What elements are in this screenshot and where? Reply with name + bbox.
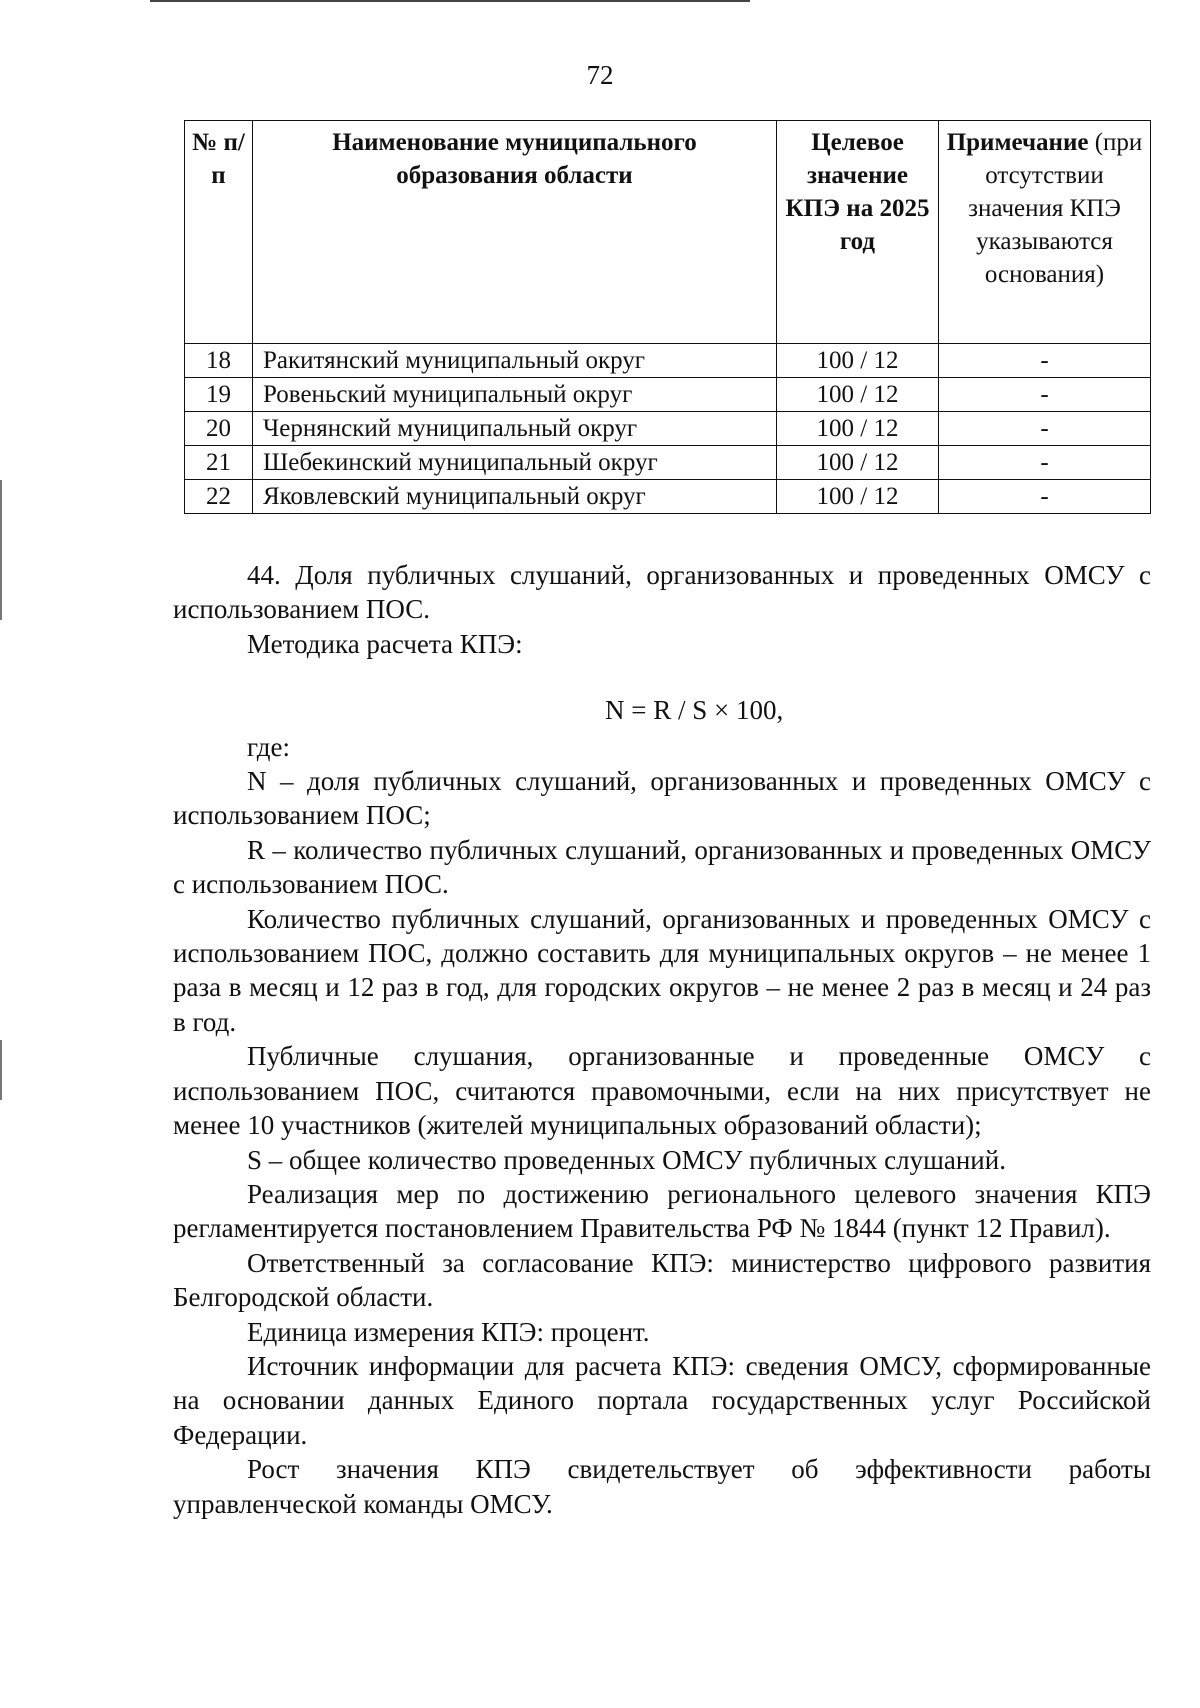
row-num: 21	[185, 446, 253, 480]
paragraph-validity: Публичные слушания, организованные и проведенные ОМСУ с использованием ПОС, считаются правомочными, если на них присутствует не менее 10 участников (жителей муниципальных образований области);	[173, 1041, 1151, 1141]
method-label: Методика расчета КПЭ:	[247, 628, 523, 659]
row-value: 100 / 12	[777, 480, 939, 514]
row-name: Чернянский муниципальный округ	[253, 412, 777, 446]
paragraph-quantity: Количество публичных слушаний, организованных и проведенных ОМСУ с использованием ПОС, должно составить для муниципальных округов – не менее 1 раза в месяц и 12 раз в год, для городских округов – не менее 2 раз в месяц и 24 раз в год.	[173, 903, 1151, 1037]
row-note: -	[939, 378, 1151, 412]
section-heading: 44. Доля публичных слушаний, организованных и проведенных ОМСУ с использованием ПОС.	[173, 560, 1151, 625]
header-name: Наименование муниципального образования области	[253, 121, 777, 344]
row-num: 20	[185, 412, 253, 446]
header-note-title: Примечание	[946, 129, 1089, 156]
row-num: 18	[185, 344, 253, 378]
scan-edge-mark	[0, 1040, 2, 1100]
scan-edge-mark	[0, 480, 2, 620]
table-header-row	[185, 121, 1151, 344]
formula: N = R / S × 100,	[605, 695, 784, 726]
row-value: 100 / 12	[777, 378, 939, 412]
row-note: -	[939, 344, 1151, 378]
kpi-table	[184, 120, 1151, 514]
paragraph-responsible: Ответственный за согласование КПЭ: министерство цифрового развития Белгородской области.	[173, 1247, 1151, 1313]
scan-edge-line	[150, 0, 750, 2]
table-row	[185, 412, 1151, 446]
row-num: 19	[185, 378, 253, 412]
where-label: где:	[247, 731, 290, 762]
table-row	[185, 344, 1151, 378]
row-name: Яковлевский муниципальный округ	[253, 480, 777, 514]
row-note: -	[939, 446, 1151, 480]
header-target: Целевое значение КПЭ на 2025 год	[777, 121, 939, 344]
paragraph-source: Источник информации для расчета КПЭ: сведения ОМСУ, сформированные на основании данных Единого портала государственных услуг Российской Федерации.	[173, 1350, 1151, 1450]
table-row	[185, 378, 1151, 412]
definition-n: N – доля публичных слушаний, организованных и проведенных ОМСУ с использованием ПОС;	[173, 766, 1151, 831]
row-name: Ракитянский муниципальный округ	[253, 344, 777, 378]
table-row	[185, 480, 1151, 514]
paragraph-growth: Рост значения КПЭ свидетельствует об эффективности работы управленческой команды ОМСУ.	[173, 1454, 1151, 1519]
header-note-rest: (при отсутствии значения КПЭ указываются основания)	[968, 129, 1143, 288]
row-value: 100 / 12	[777, 344, 939, 378]
row-value: 100 / 12	[777, 446, 939, 480]
definition-s: S – общее количество проведенных ОМСУ публичных слушаний.	[247, 1144, 1006, 1175]
paragraph-unit: Единица измерения КПЭ: процент.	[247, 1316, 650, 1347]
paragraph-regulation: Реализация мер по достижению регионального целевого значения КПЭ регламентируется постановлением Правительства РФ № 1844 (пункт 12 Правил).	[173, 1178, 1151, 1244]
document-body	[173, 558, 1151, 1521]
header-note	[939, 121, 1151, 344]
definition-r: R – количество публичных слушаний, организованных и проведенных ОМСУ с использованием ПОС.	[173, 834, 1151, 900]
table-row	[185, 446, 1151, 480]
row-note: -	[939, 412, 1151, 446]
row-name: Ровеньский муниципальный округ	[253, 378, 777, 412]
row-num: 22	[185, 480, 253, 514]
header-num: № п/п	[185, 121, 253, 344]
page-number: 72	[586, 60, 614, 90]
row-note: -	[939, 480, 1151, 514]
row-value: 100 / 12	[777, 412, 939, 446]
row-name: Шебекинский муниципальный округ	[253, 446, 777, 480]
